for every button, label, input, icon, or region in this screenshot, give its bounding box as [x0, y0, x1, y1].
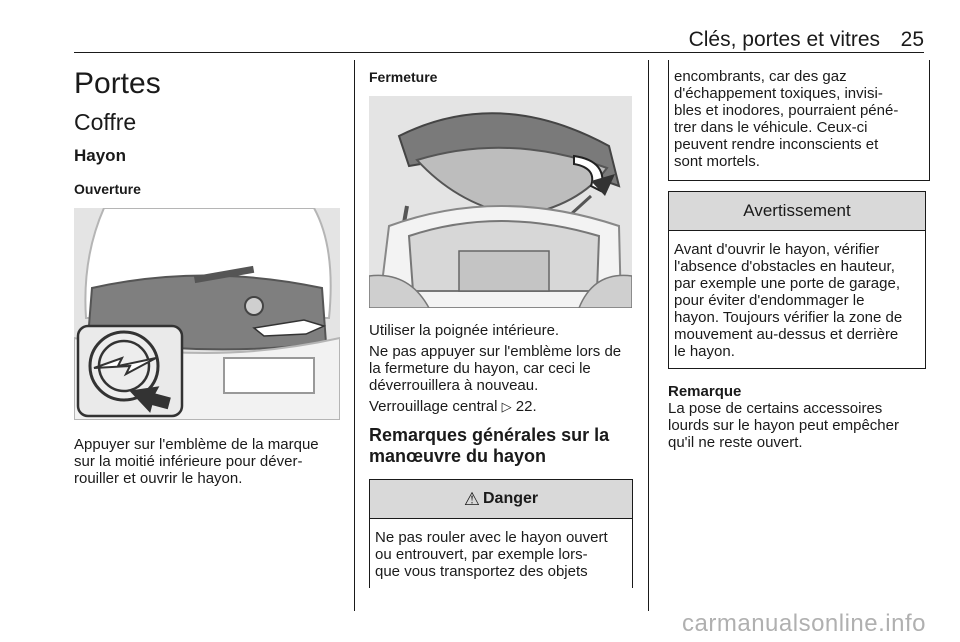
danger-box	[369, 479, 633, 588]
heading-line: manœuvre du hayon	[369, 446, 547, 466]
text-line: peuvent rendre inconscients et	[674, 136, 879, 153]
text-line: qu'il ne reste ouvert.	[668, 434, 803, 451]
watermark: carmanualsonline.info	[682, 610, 926, 637]
warning-box	[668, 191, 926, 369]
text-line: sur la moitié inférieure pour déver-	[74, 453, 303, 470]
text-line: la fermeture du hayon, car ceci le	[369, 360, 591, 377]
text-line: Appuyer sur l'emblème de la marque	[74, 436, 319, 453]
page-reference-arrow-icon: ▷	[501, 399, 512, 414]
column-divider	[354, 60, 355, 611]
text-line: Ne pas appuyer sur l'emblème lors de	[369, 343, 622, 360]
text-line: pour éviter d'endommager le	[674, 292, 865, 309]
text-line: que vous transportez des objets	[375, 563, 588, 580]
text-line: Ne pas rouler avec le hayon ouvert	[375, 529, 608, 546]
warning-header: Avertissement	[669, 192, 925, 231]
text-line: La pose de certains accessoires	[668, 400, 883, 417]
note	[668, 383, 924, 451]
danger-header	[370, 480, 632, 519]
text-line: encombrants, car des gaz	[674, 68, 847, 85]
heading-hayon: Hayon	[74, 146, 126, 165]
text-line: trer dans le véhicule. Ceux-ci	[674, 119, 868, 136]
header-title: Clés, portes et vitres	[688, 28, 880, 51]
column-2	[369, 60, 632, 588]
text-line: l'absence d'obstacles en hauteur,	[674, 258, 895, 275]
danger-body	[370, 519, 632, 588]
text-line: mouvement au-dessus et derrière	[674, 326, 899, 343]
paragraph	[74, 436, 340, 487]
note-title: Remarque	[668, 383, 742, 400]
heading-line: Remarques générales sur la	[369, 425, 610, 445]
column-divider	[648, 60, 649, 611]
text-line: Utiliser la poignée intérieure.	[369, 322, 560, 339]
tailgate-closing-illustration	[369, 96, 632, 308]
text-line: par exemple une porte de garage,	[674, 275, 900, 292]
page-reference: 22.	[515, 398, 537, 415]
warning-triangle-icon: ⚠	[463, 488, 480, 509]
text-line: rouiller et ouvrir le hayon.	[74, 470, 243, 487]
column-3	[668, 60, 924, 451]
text-line: sont mortels.	[674, 153, 760, 170]
text-line: ou entrouvert, par exemple lors-	[375, 546, 588, 563]
text-line: Avant d'ouvrir le hayon, vérifier	[674, 241, 880, 258]
text-line: déverrouillera à nouveau.	[369, 377, 539, 394]
paragraph	[369, 343, 632, 394]
subsection-title: Coffre	[74, 109, 137, 135]
heading-ouverture: Ouverture	[74, 181, 141, 197]
text-line: le hayon.	[674, 343, 735, 360]
heading-remarques	[369, 425, 632, 467]
section-title: Portes	[74, 67, 161, 100]
heading-fermeture: Fermeture	[369, 69, 438, 85]
text-line: d'échappement toxiques, invisi-	[674, 85, 883, 102]
column-1	[74, 60, 340, 487]
text-line: bles et inodores, pourraient péné-	[674, 102, 899, 119]
header-rule	[74, 52, 924, 53]
danger-box-continuation	[668, 60, 930, 181]
paragraph-reference	[369, 398, 632, 415]
tailgate-opening-illustration	[74, 208, 340, 420]
text-line: hayon. Toujours vérifier la zone de	[674, 309, 903, 326]
text-line: lourds sur le hayon peut empêcher	[668, 417, 899, 434]
danger-title: Danger	[483, 490, 539, 507]
page-number: 25	[900, 28, 924, 51]
text: Verrouillage central	[369, 398, 498, 415]
warning-body	[669, 231, 925, 368]
